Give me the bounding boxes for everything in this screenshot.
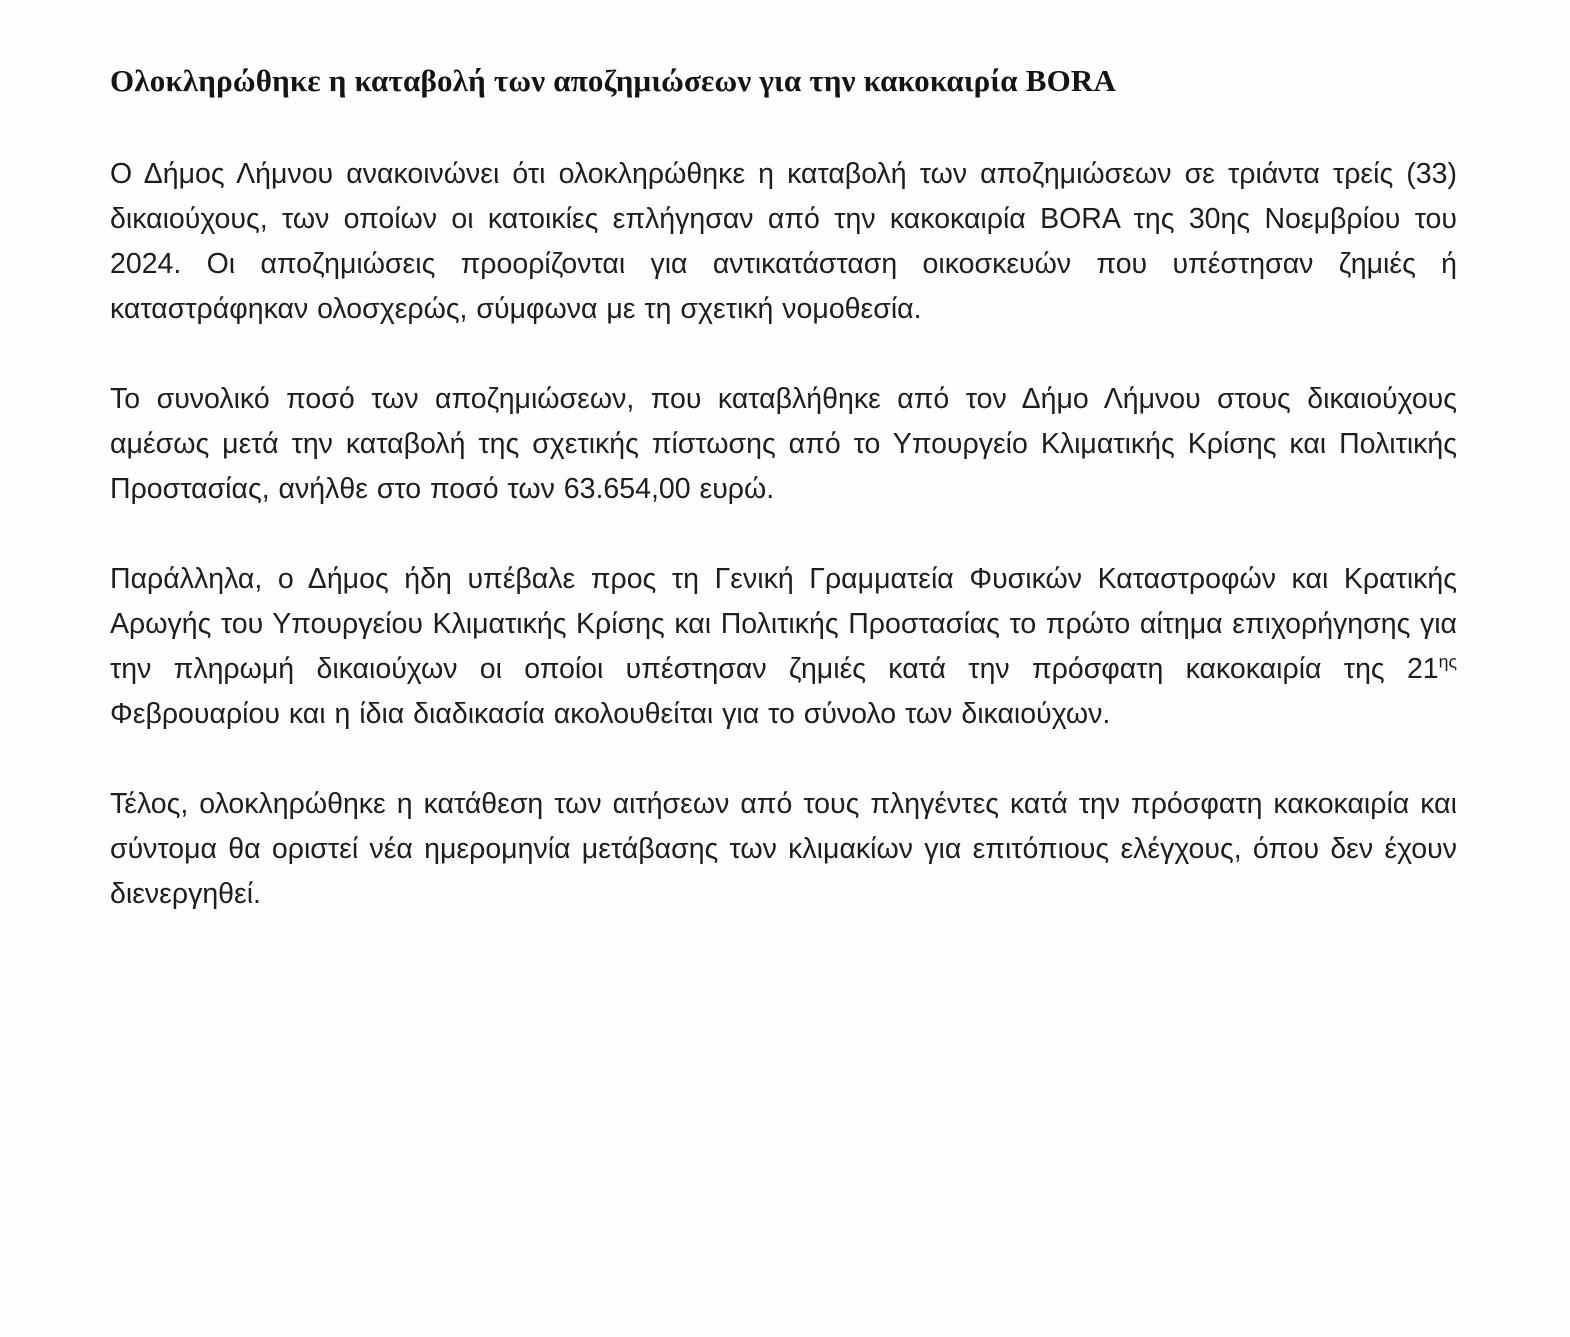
- ordinal-superscript: ης: [1438, 651, 1457, 672]
- paragraph-3: [110, 557, 1457, 737]
- paragraph-2: Το συνολικό ποσό των αποζημιώσεων, που καταβλήθηκε από τον Δήμο Λήμνου στους δικαιούχους αμέσως μετά την καταβολή της σχετικής πίστωσης από το Υπουργείο Κλιματικής Κρίσης και Πολιτικής Προστασίας, ανήλθε στο ποσό των 63.654,00 ευρώ.: [110, 383, 1457, 505]
- paragraph-4: Τέλος, ολοκληρώθηκε η κατάθεση των αιτήσεων από τους πληγέντες κατά την πρόσφατη κακοκαιρία και σύντομα θα οριστεί νέα ημερομηνία μετάβασης των κλιμακίων για επιτόπιους ελέγχους, όπου δεν έχουν διενεργηθεί.: [110, 788, 1457, 910]
- document-title: Ολοκληρώθηκε η καταβολή των αποζημιώσεων για την κακοκαιρία BORA: [110, 63, 1117, 98]
- paragraph-3-text-after-ordinal: Φεβρουαρίου και η ίδια διαδικασία ακολουθείται για το σύνολο των δικαιούχων.: [110, 698, 1111, 730]
- paragraph-3-text-before-ordinal: Παράλληλα, ο Δήμος ήδη υπέβαλε προς τη Γενική Γραμματεία Φυσικών Καταστροφών και Κρατικής Αρωγής του Υπουργείου Κλιματικής Κρίσης και Πολιτικής Προστασίας το πρώτο αίτημα επιχορήγησης για την πληρωμή δικαιούχων οι οποίοι υπέστησαν ζημιές κατά την πρόσφατη κακοκαιρία της 21: [110, 563, 1457, 685]
- paragraph-1: Ο Δήμος Λήμνου ανακοινώνει ότι ολοκληρώθηκε η καταβολή των αποζημιώσεων σε τριάντα τρείς (33) δικαιούχους, των οποίων οι κατοικίες επλήγησαν από την κακοκαιρία BORA της 30ης Νοεμβρίου του 2024. Οι αποζημιώσεις προορίζονται για αντικατάσταση οικοσκευών που υπέστησαν ζημιές ή καταστράφηκαν ολοσχερώς, σύμφωνα με τη σχετική νομοθεσία.: [110, 158, 1457, 325]
